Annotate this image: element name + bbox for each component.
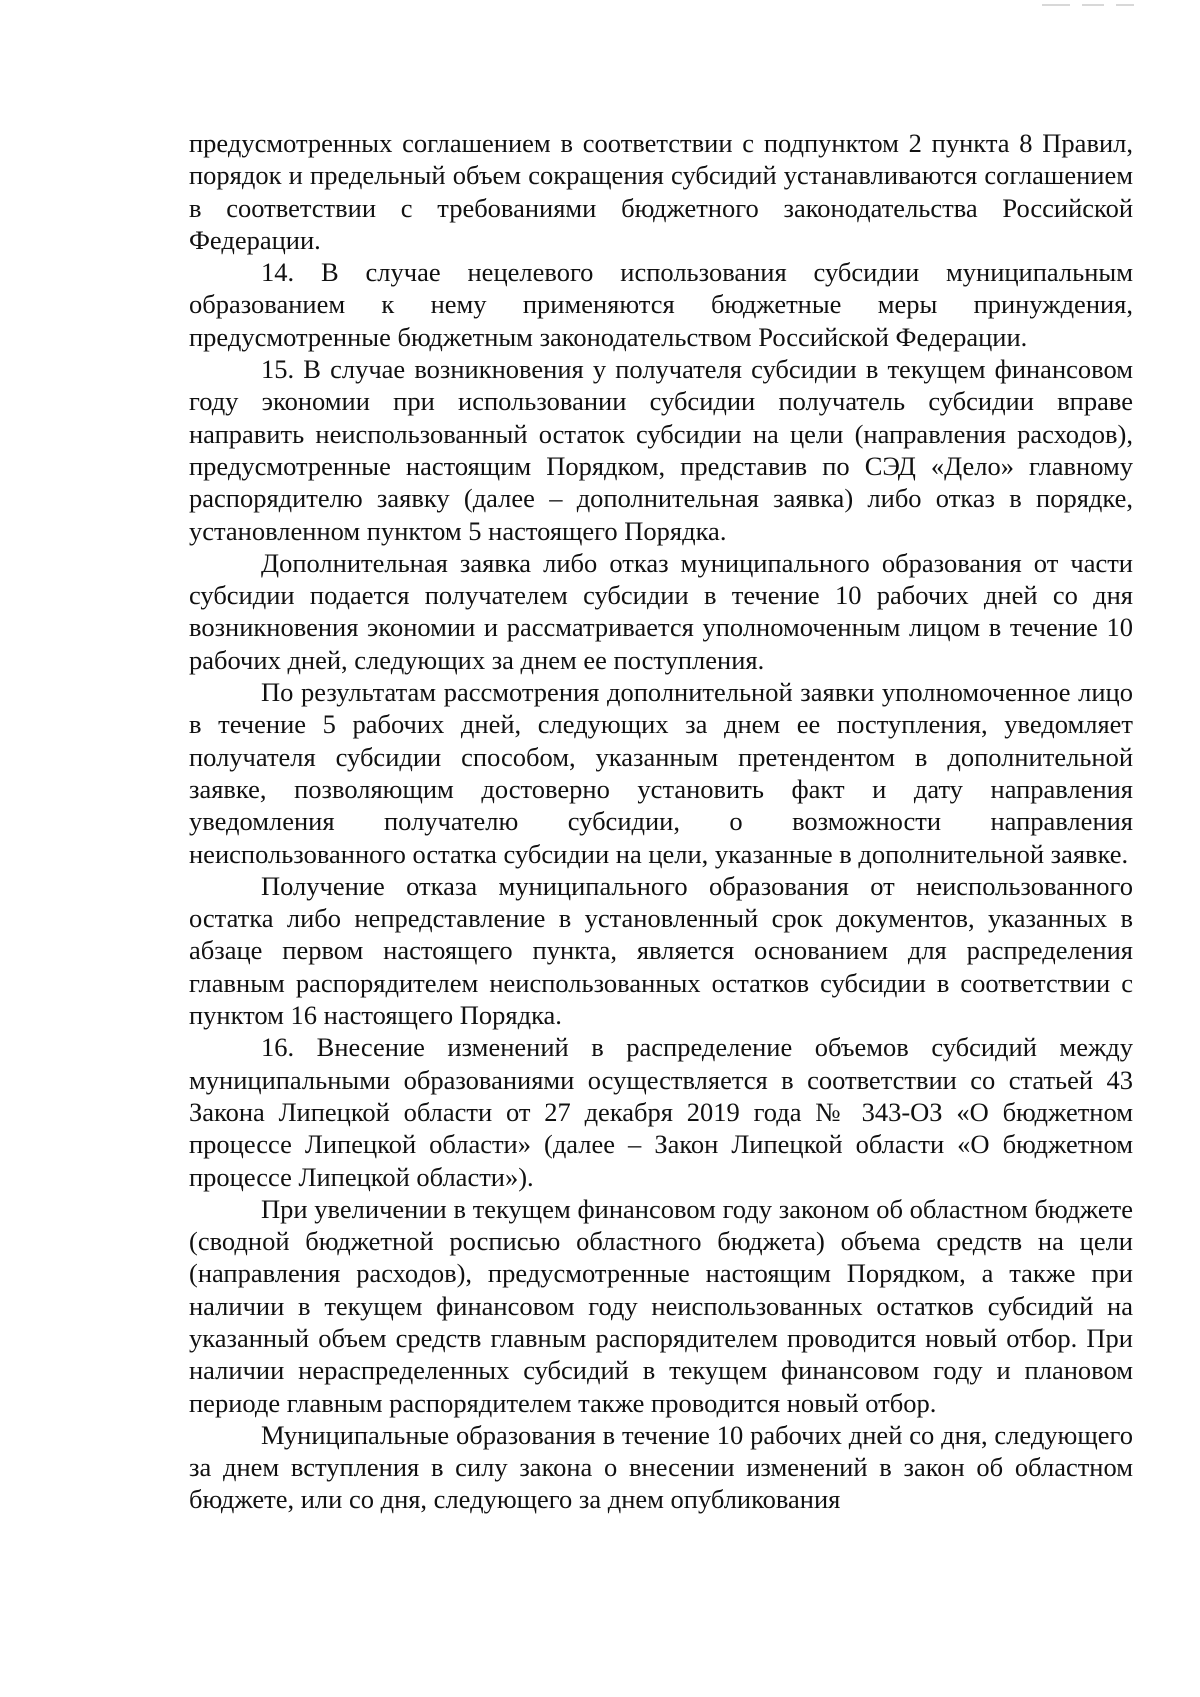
paragraph-continuation: предусмотренных соглашением в соответствии с подпунктом 2 пункта 8 Правил, порядок и предельный объем сокращения субсидий устанавливаются соглашением в соответствии с требованиями бюджетного законодательства Российской Федерации. [189,128,1133,255]
paragraph-item-15: 15. В случае возникновения у получателя субсидии в текущем финансовом году экономии при использовании субсидии получатель субсидии вправе направить неиспользованный остаток субсидии на цели (направления расходов), предусмотренные настоящим Порядком, представив по СЭД «Дело» главному распорядителю заявку (далее – дополнительная заявка) либо отказ в порядке, установленном пунктом 5 настоящего Порядка. [189,354,1133,546]
paragraph-additional-application: Дополнительная заявка либо отказ муниципального образования от части субсидии подается получателем субсидии в течение 10 рабочих дней со дня возникновения экономии и рассматривается уполномоченным лицом в течение 10 рабочих дней, следующих за днем ее поступления. [189,547,1133,675]
paragraph-review-results: По результатам рассмотрения дополнительной заявки уполномоченное лицо в течение 5 рабочих дней, следующих за днем ее поступления, уведомляет получателя субсидии способом, указанным претендентом в дополнительной заявке, позволяющим достоверно установить факт и дату направления уведомления получателю субсидии, о возможности направления неиспользованного остатка субсидии на цели, указанные в дополнительной заявке. [189,677,1133,869]
paragraph-item-14: 14. В случае нецелевого использования субсидии муниципальным образованием к нему применяются бюджетные меры принуждения, предусмотренные бюджетным законодательством Российской Федерации. [189,257,1133,352]
paragraph-municipalities: Муниципальные образования в течение 10 рабочих дней со дня, следующего за днем вступления в силу закона о внесении изменений в закон об областном бюджете, или со дня, следующего за днем опубликования [189,1419,1133,1515]
scan-artifact [1042,4,1192,14]
paragraph-budget-increase: При увеличении в текущем финансовом году законом об областном бюджете (сводной бюджетной росписью областного бюджета) объема средств на цели (направления расходов), предусмотренные настоящим Порядком, а также при наличии в текущем финансовом году неиспользованных остатков субсидий на указанный объем средств главным распорядителем проводится новый отбор. При наличии нераспределенных субсидий в текущем финансовом году и плановом периоде главным распорядителем также проводится новый отбор. [189,1193,1133,1418]
document-body [189,127,1133,1516]
paragraph-refusal: Получение отказа муниципального образования от неиспользованного остатка либо непредставление в установленный срок документов, указанных в абзаце первом настоящего пункта, является основанием для распределения главным распорядителем неиспользованных остатков субсидии в соответствии с пунктом 16 настоящего Порядка. [189,870,1133,1031]
paragraph-item-16: 16. Внесение изменений в распределение объемов субсидий между муниципальными образованиями осуществляется в соответствии со статьей 43 Закона Липецкой области от 27 декабря 2019 года № 343-ОЗ «О бюджетном процессе Липецкой области» (далее – Закон Липецкой области «О бюджетном процессе Липецкой области»). [189,1032,1133,1192]
